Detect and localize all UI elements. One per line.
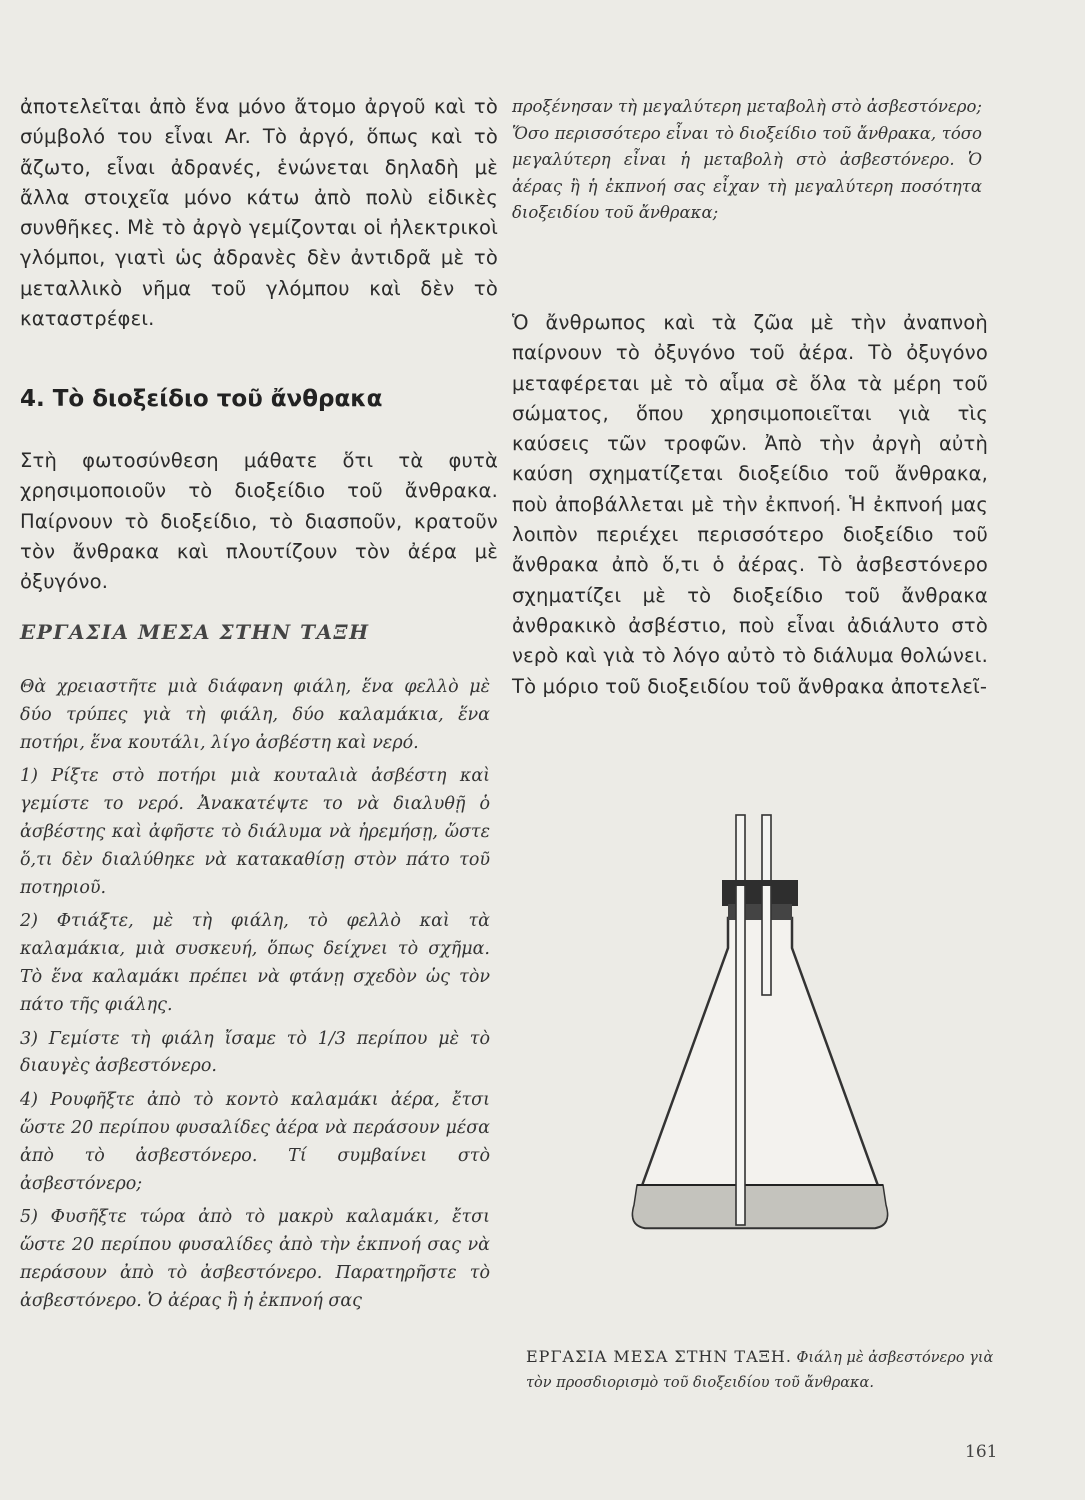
classroom-activity-title: ΕΡΓΑΣΙΑ ΜΕΣΑ ΣΤΗΝ ΤΑΞΗ	[20, 620, 370, 644]
short-straw	[762, 815, 771, 995]
activity-step-1: 1) Ρίξτε στὸ ποτήρι μιὰ κουταλιὰ ἀσβέστη καὶ γεμίστε το νερό. Ἀνακατέψτε το νὰ διαλυθῇ ὁ ἀσβέστης καὶ ἀφῆστε τὸ διάλυμα νὰ ἠρεμήσῃ, ὥστε ὅ,τι δὲν διαλύθηκε νὰ κατακαθίσῃ στὸν πάτο τοῦ ποτηριοῦ.	[20, 766, 490, 898]
activity-step-5: 5) Φυσῆξτε τώρα ἀπὸ τὸ μακρὺ καλαμάκι, ἔτσι ὥστε 20 περίπου φυσαλίδες ἀπὸ τὴν ἐκπνοή σας νὰ περάσουν ἀπὸ τὸ ἀσβεστόνερο. Παρατηρῆστε τὸ ἀσβεστόνερο. Ὁ ἀέρας ἢ ἡ ἐκπνοή σας	[20, 1207, 490, 1311]
activity-step-3: 3) Γεμίστε τὴ φιάλη ἴσαμε τὸ 1/3 περίπου μὲ τὸ διαυγὲς ἀσβεστόνερο.	[20, 1028, 490, 1077]
limewater-liquid	[632, 1185, 887, 1228]
figure-caption	[526, 1344, 1004, 1396]
materials-paragraph: Θὰ χρειαστῆτε μιὰ διάφανη φιάλη, ἕνα φελλὸ μὲ δύο τρύπες γιὰ τὴ φιάλη, δύο καλαμάκια, ἕνα ποτήρι, ἕνα κουτάλι, λίγο ἀσβέστη καὶ νερό.	[20, 677, 490, 753]
page-number: 161	[965, 1442, 998, 1462]
flask-outline	[633, 918, 887, 1228]
argon-paragraph: ἀποτελεῖται ἀπὸ ἕνα μόνο ἄτομο ἀργοῦ καὶ τὸ σύμβολό του εἶναι Ar. Τὸ ἀργό, ὅπως καὶ τὸ ἄζωτο, εἶναι ἀδρανές, ἑνώνεται δηλαδὴ μὲ ἄλλα στοιχεῖα μόνο κάτω ἀπὸ πολὺ εἰδικὲς συνθῆκες. Μὲ τὸ ἀργὸ γεμίζονται οἱ ἠλεκτρικοὶ γλόμποι, γιατὶ ὡς ἀδρανὲς δὲν ἀντιδρᾶ μὲ τὸ μεταλλικὸ νῆμα τοῦ γλόμπου καὶ δὲν τὸ καταστρέφει.	[20, 95, 498, 331]
long-straw	[736, 815, 745, 1225]
section-heading: 4. Τὸ διοξείδιο τοῦ ἄνθρακα	[20, 386, 383, 412]
explanation-block	[512, 308, 988, 702]
stopper-band	[722, 880, 798, 886]
activity-step-2: 2) Φτιάξτε, μὲ τὴ φιάλη, τὸ φελλὸ καὶ τὰ καλαμάκια, μιὰ συσκευή, ὅπως δείχνει τὸ σχῆμα. Τὸ ἕνα καλαμάκι πρέπει νὰ φτάνῃ σχεδὸν ὡς τὸν πάτο τῆς φιάλης.	[20, 911, 490, 1015]
left-column	[20, 92, 498, 334]
right-column	[512, 94, 982, 227]
activity-step-4: 4) Ρουφῆξτε ἀπὸ τὸ κοντὸ καλαμάκι ἀέρα, ἔτσι ὥστε 20 περίπου φυσαλίδες ἀέρα νὰ περάσουν μέσα ἀπὸ τὸ ἀσβεστόνερο. Τί συμβαίνει στὸ ἀσβεστόνερο;	[20, 1090, 490, 1194]
caption-heading: ΕΡΓΑΣΙΑ ΜΕΣΑ ΣΤΗΝ ΤΑΞΗ.	[526, 1347, 792, 1366]
continuation-paragraph: προξένησαν τὴ μεγαλύτερη μεταβολὴ στὸ ἀσβεστόνερο; Ὅσο περισσότερο εἶναι τὸ διοξείδιο τοῦ ἄνθρακα, τόσο μεγαλύτερη εἶναι ἡ μεταβολὴ στὸ ἀσβεστόνερο. Ὁ ἀέρας ἢ ἡ ἐκπνοή σας εἶχαν τὴ μεγαλύτερη ποσότητα διοξειδίου τοῦ ἄνθρακα;	[512, 97, 982, 222]
flask-illustration	[600, 800, 920, 1290]
photosynthesis-block	[20, 446, 498, 597]
photosynthesis-paragraph: Στὴ φωτοσύνθεση μάθατε ὅτι τὰ φυτὰ χρησιμοποιοῦν τὸ διοξείδιο τοῦ ἄνθρακα. Παίρνουν τὸ διοξείδιο, τὸ διασποῦν, κρατοῦν τὸν ἄνθρακα καὶ πλουτίζουν τὸν ἀέρα μὲ ὀξυγόνο.	[20, 449, 498, 594]
activity-block	[20, 674, 490, 1316]
caption-text: Φιάλη μὲ ἀσβεστόνερο γιὰ τὸν προσδιορισμὸ τοῦ διοξειδίου τοῦ ἄνθρακα.	[526, 1350, 994, 1391]
explanation-paragraph: Ὁ ἄνθρωπος καὶ τὰ ζῶα μὲ τὴν ἀναπνοὴ παίρνουν τὸ ὀξυγόνο τοῦ ἀέρα. Τὸ ὀξυγόνο μεταφέρεται μὲ τὸ αἷμα σὲ ὅλα τὰ μέρη τοῦ σώματος, ὅπου χρησιμοποιεῖται γιὰ τὶς καύσεις τῶν τροφῶν. Ἀπὸ τὴν ἀργὴ αὐτὴ καύση σχηματίζεται διοξείδιο τοῦ ἄνθρακα, ποὺ ἀποβάλλεται μὲ τὴν ἐκπνοή. Ἡ ἐκπνοή μας λοιπὸν περιέχει περισσότερο διοξείδιο τοῦ ἄνθρακα ἀπὸ ὅ,τι ὁ ἀέρας. Τὸ ἀσβεστόνερο σχηματίζει μὲ τὸ διοξείδιο τοῦ ἄνθρακα ἀνθρακικὸ ἀσβέστιο, ποὺ εἶναι ἀδιάλυτο στὸ νερὸ καὶ γιὰ τὸ λόγο αὐτὸ τὸ διάλυμα θολώνει. Τὸ μόριο τοῦ διοξειδίου τοῦ ἄνθρακα ἀποτελεῖ-	[512, 311, 988, 698]
